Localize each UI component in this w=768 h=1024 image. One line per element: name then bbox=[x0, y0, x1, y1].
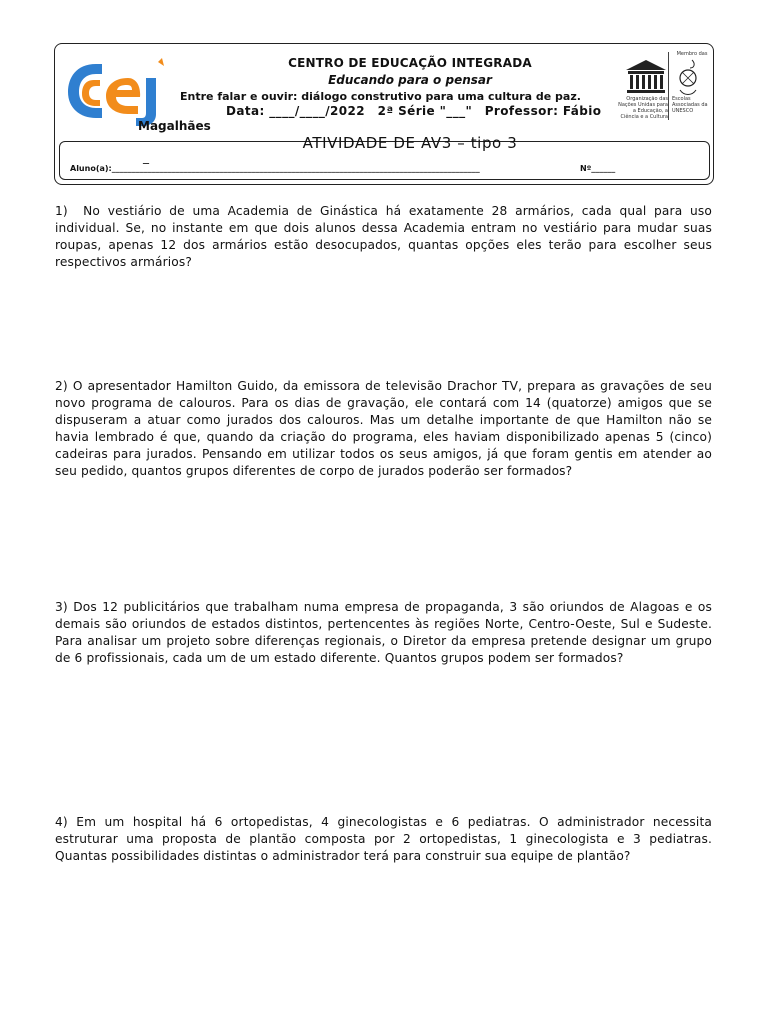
unesco-schools-text: Escolas Associadas da UNESCO bbox=[672, 96, 708, 114]
question-number: 4) bbox=[55, 815, 68, 829]
question-3 bbox=[55, 599, 712, 667]
question-text: No vestiário de uma Academia de Ginástica há exatamente 28 armários, cada qual para uso individual. Se, no instante em que dois alunos dessa Academia entram no vestiário para mudar suas roupas, apenas 12 dos armários estão desocupados, quantas opções eles terão para escolher seus respectivos armários? bbox=[55, 204, 712, 269]
theme-line: Entre falar e ouvir: diálogo construtivo para uma cultura de paz. bbox=[180, 90, 581, 103]
grade-label: 2ª Série "___" bbox=[377, 104, 473, 118]
student-name-field[interactable]: Aluno(a):____________________________________________________________________________________________ bbox=[70, 164, 480, 173]
date-label: Data: ____/____/2022 bbox=[226, 104, 366, 118]
teacher-label: Professor: Fábio bbox=[484, 104, 602, 118]
question-1 bbox=[55, 203, 712, 271]
school-logo bbox=[66, 56, 168, 126]
header-dash: _ bbox=[143, 150, 149, 164]
activity-title: ATIVIDADE DE AV3 – tipo 3 bbox=[302, 134, 518, 152]
question-text: O apresentador Hamilton Guido, da emissora de televisão Drachor TV, prepara as gravações de seu novo programa de calouros. Para os dias de gravação, ele contará com 14 (quatorze) amigos que se dispuseram a atuar como jurados dos calouros. Mas um detalhe importante de que Hamilton não se havia lembrado é que, quando da criação do programa, eles haviam disponibilizado apenas 5 (cinco) cadeiras para jurados. Pensando em utilizar todos os seus amigos, já que foram gentis em atender ao seu pedido, quantos grupos diferentes de corpo de jurados poderão ser formados? bbox=[55, 379, 712, 478]
question-text: Em um hospital há 6 ortopedistas, 4 ginecologistas e 6 pediatras. O administrador necessita estruturar uma proposta de plantão composta por 2 ortopedistas, 1 ginecologista e 3 pediatras. Quantas possibilidades distintas o administrador terá para construir sua equipe de plantão? bbox=[55, 815, 713, 863]
question-number: 1) bbox=[55, 204, 68, 218]
teacher-surname: Magalhães bbox=[138, 119, 211, 133]
school-name: CENTRO DE EDUCAÇÃO INTEGRADA bbox=[288, 56, 532, 70]
unesco-org-text: Organização das Nações Unidas para a Educação, a Ciência e a Cultura bbox=[618, 96, 668, 120]
question-4 bbox=[55, 814, 712, 865]
date-line bbox=[226, 104, 646, 118]
question-number: 2) bbox=[55, 379, 68, 393]
school-motto: Educando para o pensar bbox=[328, 73, 492, 87]
student-number-field[interactable]: Nº______ bbox=[580, 164, 616, 173]
question-number: 3) bbox=[55, 600, 68, 614]
question-text: Dos 12 publicitários que trabalham numa empresa de propaganda, 3 são oriundos de Alagoas e os demais são oriundos de estados distintos, pertencentes às regiões Norte, Centro-Oeste, Sul e Sudeste. Para analisar um projeto sobre diferenças regionais, o Diretor da empresa pretende designar um grupo de 6 profissionais, cada um de um estado diferente. Quantos grupos podem ser formados? bbox=[55, 600, 712, 665]
unesco-divider bbox=[668, 52, 669, 120]
unesco-member-text: Membro das bbox=[676, 51, 708, 57]
question-2 bbox=[55, 378, 712, 480]
